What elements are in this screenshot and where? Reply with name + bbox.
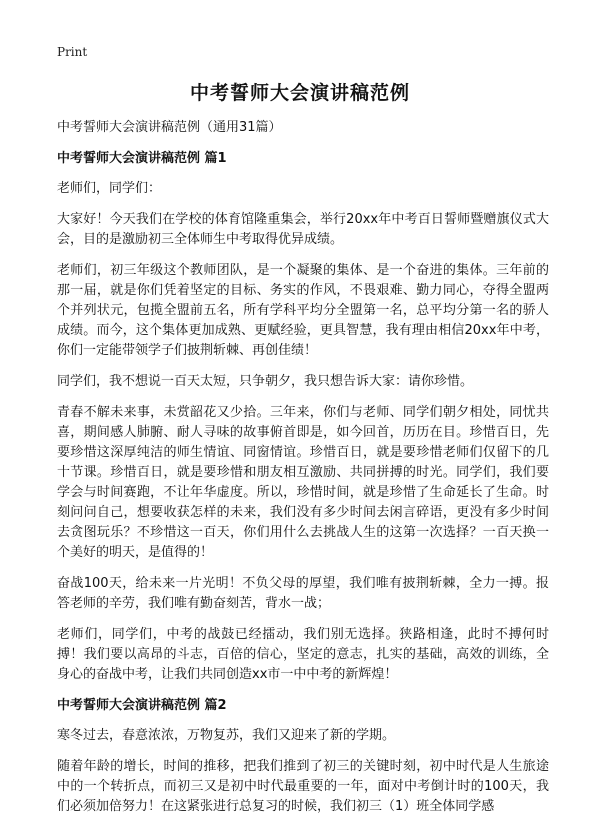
paragraph: 同学们，我不想说一百天太短，只争朝夕，我只想告诉大家：请你珍惜。: [57, 374, 474, 389]
document-title: 中考誓师大会演讲稿范例: [189, 82, 410, 104]
paragraph: 寒冬过去，春意浓浓，万物复苏，我们又迎来了新的学期。: [57, 728, 396, 743]
paragraph: 随着年龄的增长，时间的推移，把我们推到了初三的关键时刻，初中时代是人生旅途中的一个转折点，而初三又是初中时代最重要的一年，面对中考倒计时的100天，我们必须加倍努力！在这紧张进行总复习的时候，我们初三（1）班全体同学感: [57, 759, 549, 814]
document-body: [57, 118, 549, 828]
paragraph: 老师们，同学们，中考的战鼓已经擂动，我们别无选择。狭路相逢，此时不搏何时搏！我们要以高昂的斗志，百倍的信心，坚定的意志，扎实的基础，高效的训练，全身心的奋战中考，让我们共同创造xx市一中中考的新辉煌！: [57, 627, 549, 682]
document-subtitle: 中考誓师大会演讲稿范例（通用31篇）: [57, 120, 282, 135]
section-heading: 中考誓师大会演讲稿范例 篇1: [57, 151, 227, 166]
paragraph: 老师们，初三年级这个教师团队，是一个凝聚的集体、是一个奋进的集体。三年前的那一届，就是你们凭着坚定的目标、务实的作风，不畏艰难、勤力同心，夺得全盟两个并列状元，包揽全盟前五名，所有学科平均分全盟第一名，总平均分第一名的骄人成绩。而今，这个集体更加成熟、更赋经验，更具智慧，我有理由相信20xx年中考，你们一定能带领学子们披荆斩棘、再创佳绩！: [57, 263, 549, 358]
print-link[interactable]: Print: [57, 45, 88, 59]
section-1: [57, 149, 549, 685]
paragraph: 奋战100天，给未来一片光明！不负父母的厚望，我们唯有披荆斩棘，全力一搏。报答老师的辛劳，我们唯有勤奋刻苦，背水一战；: [57, 576, 549, 611]
section-heading: 中考誓师大会演讲稿范例 篇2: [57, 698, 227, 713]
paragraph: 老师们，同学们：: [57, 181, 162, 196]
paragraph: 青春不解未来事，未赏韶花又少拾。三年来，你们与老师、同学们朝夕相处，同忧共喜，期间感人肺腑、耐人寻味的故事俯首即是，如今回首，历历在目。珍惜百日，先要珍惜这深厚纯洁的师生情谊、同窗情谊。珍惜百日，就是要珍惜老师们仅留下的几十节课。珍惜百日，就是要珍惜和朋友相互激励、共同拼搏的时光。同学们，我们要学会与时间赛跑，不让年华虚度。所以，珍惜时间，就是珍惜了生命延长了生命。时刻问问自己，想要收获怎样的未来，我们没有多少时间去闲言碎语，更没有多少时间去贪图玩乐？不珍惜这一百天，你们用什么去挑战人生的这第一次选择？一百天换一个美好的明天，是值得的！: [57, 405, 549, 560]
paragraph: 大家好！今天我们在学校的体育馆隆重集会，举行20xx年中考百日誓师暨赠旗仪式大会，目的是激励初三全体师生中考取得优异成绩。: [57, 212, 549, 247]
section-2: [57, 696, 549, 817]
